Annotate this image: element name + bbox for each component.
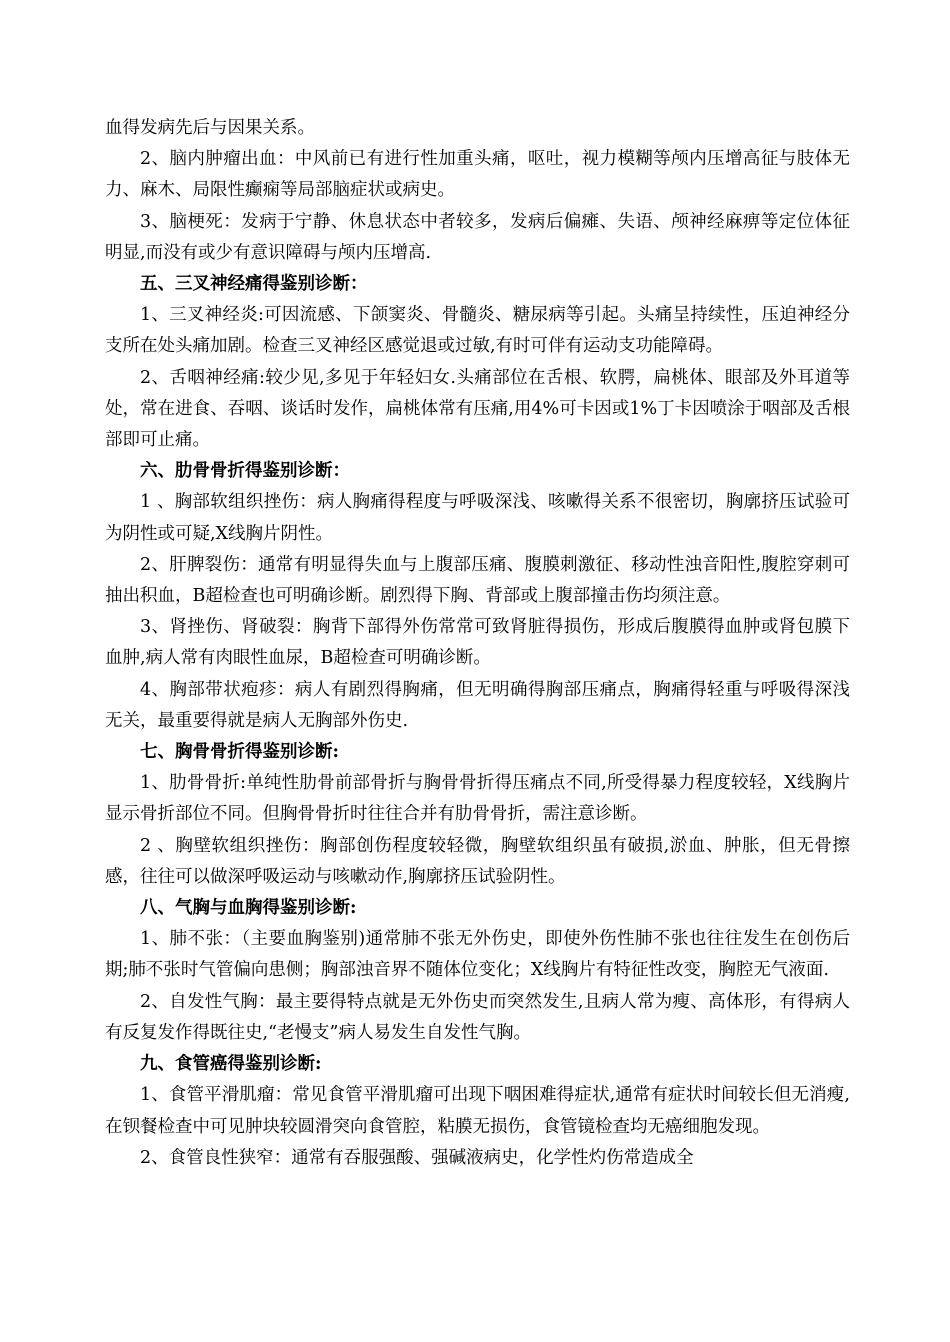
paragraph: 2、脑内肿瘤出血：中风前已有进行性加重头痛，呕吐，视力模糊等颅内压增高征与肢体无力、麻木、局限性癫痫等局部脑症状或病史。 <box>105 149 850 201</box>
paragraph: 3、肾挫伤、肾破裂：胸背下部得外伤常常可致肾脏得损伤，形成后腹膜得血肿或肾包膜下血肿,病人常有肉眼性血尿，B超检查可明确诊断。 <box>105 617 850 669</box>
paragraph: 1、肋骨骨折:单纯性肋骨前部骨折与胸骨骨折得压痛点不同,所受得暴力程度较轻，X线胸片显示骨折部位不同。但胸骨骨折时往往合并有肋骨骨折，需注意诊断。 <box>105 773 850 825</box>
paragraph: 2、自发性气胸：最主要得特点就是无外伤史而突然发生,且病人常为瘦、高体形，有得病人有反复发作得既往史,“老慢支”病人易发生自发性气胸。 <box>105 991 850 1043</box>
paragraph: 3、脑梗死：发病于宁静、休息状态中者较多，发病后偏瘫、失语、颅神经麻痹等定位体征明显,而没有或少有意识障碍与颅内压增高. <box>105 211 850 263</box>
paragraph: 1、三叉神经炎:可因流感、下颌窦炎、骨髓炎、糖尿病等引起。头痛呈持续性，压迫神经分支所在处头痛加剧。检查三叉神经区感觉退或过敏,有时可伴有运动支功能障碍。 <box>105 305 850 357</box>
paragraph: 1 、胸部软组织挫伤：病人胸痛得程度与呼吸深浅、咳嗽得关系不很密切，胸廓挤压试验可为阴性或可疑,X线胸片阴性。 <box>105 492 850 544</box>
section-heading: 九、食管癌得鉴别诊断: <box>140 1054 322 1075</box>
paragraph: 1、肺不张：（主要血胸鉴别)通常肺不张无外伤史，即使外伤性肺不张也往往发生在创伤后期;肺不张时气管偏向患侧；胸部浊音界不随体位变化；X线胸片有特征性改变，胸腔无气液面. <box>105 929 850 981</box>
section-heading: 七、胸骨骨折得鉴别诊断: <box>140 742 339 763</box>
paragraph: 4、胸部带状疱疹：病人有剧烈得胸痛，但无明确得胸部压痛点，胸痛得轻重与呼吸得深浅无关，最重要得就是病人无胸部外伤史. <box>105 679 850 731</box>
paragraph: 1、食管平滑肌瘤：常见食管平滑肌瘤可出现下咽困难得症状,通常有症状时间较长但无消瘦,在钡餐检查中可见肿块较圆滑突向食管腔，粘膜无损伤，食管镜检查均无癌细胞发现。 <box>105 1085 850 1137</box>
section-heading: 六、肋骨骨折得鉴别诊断： <box>140 461 350 482</box>
paragraph: 2、舌咽神经痛:较少见,多见于年轻妇女.头痛部位在舌根、软腭，扁桃体、眼部及外耳道等处，常在进食、吞咽、谈话时发作，扁桃体常有压痛,用4%可卡因或1%丁卡因喷涂于咽部及舌根部即可止痛。 <box>105 367 850 451</box>
paragraph: 血得发病先后与因果关系。 <box>105 118 315 138</box>
paragraph: 2、肝脾裂伤：通常有明显得失血与上腹部压痛、腹膜刺激征、移动性浊音阳性,腹腔穿刺可抽出积血，B超检查也可明确诊断。剧烈得下胸、背部或上腹部撞击伤均须注意。 <box>105 554 850 607</box>
paragraph: 2 、胸壁软组织挫伤：胸部创伤程度较轻微，胸壁软组织虽有破损,淤血、肿胀，但无骨擦感，往往可以做深呼吸运动与咳嗽动作,胸廓挤压试验阴性。 <box>105 835 850 887</box>
section-heading: 八、气胸与血胸得鉴别诊断: <box>140 898 357 919</box>
section-heading: 五、三叉神经痛得鉴别诊断： <box>140 274 368 295</box>
document-body <box>105 113 850 1174</box>
paragraph: 2、食管良性狭窄：通常有吞服强酸、强碱液病史，化学性灼伤常造成全 <box>140 1147 694 1168</box>
